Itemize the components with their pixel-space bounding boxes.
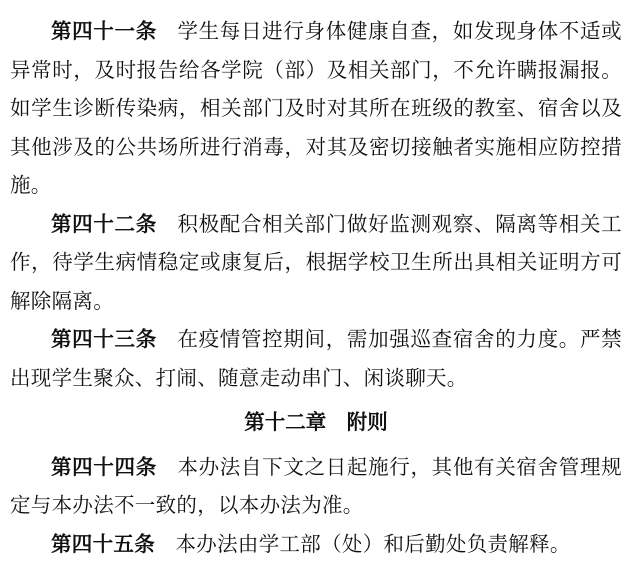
chapter-title: 附则 [346, 410, 388, 434]
article-text: 学生每日进行身体健康自查，如发现身体不适或异常时，及时报告给各学院（部）及相关部门，不允许瞒报漏报。如学生诊断传染病，相关部门及时对其所在班级的教室、宿舍以及其他涉及的公共场所进行消毒，对其及密切接触者实施相应防控措施。 [10, 19, 622, 197]
chapter-number: 第十二章 [244, 410, 327, 434]
article-number: 第四十四条 [51, 454, 157, 479]
article-number: 第四十三条 [51, 327, 157, 351]
article-44 [10, 448, 622, 525]
document-body [10, 12, 622, 563]
article-number: 第四十二条 [51, 211, 157, 236]
article-42 [10, 205, 622, 321]
article-text: 本办法自下文之日起施行，其他有关宿舍管理规定与本办法不一致的，以本办法为准。 [10, 454, 622, 517]
article-41 [10, 12, 622, 205]
article-text: 在疫情管控期间，需加强巡查宿舍的力度。严禁出现学生聚众、打闹、随意走动串门、闲谈聊天。 [10, 327, 622, 390]
article-45 [10, 525, 622, 564]
article-43 [10, 320, 622, 397]
article-number: 第四十一条 [51, 19, 157, 43]
article-text: 积极配合相关部门做好监测观察、隔离等相关工作，待学生病情稳定或康复后，根据学校卫生所出具相关证明方可解除隔离。 [10, 211, 622, 313]
chapter-heading [10, 403, 622, 442]
article-text: 本办法由学工部（处）和后勤处负责解释。 [175, 531, 571, 556]
article-number: 第四十五条 [51, 531, 155, 556]
